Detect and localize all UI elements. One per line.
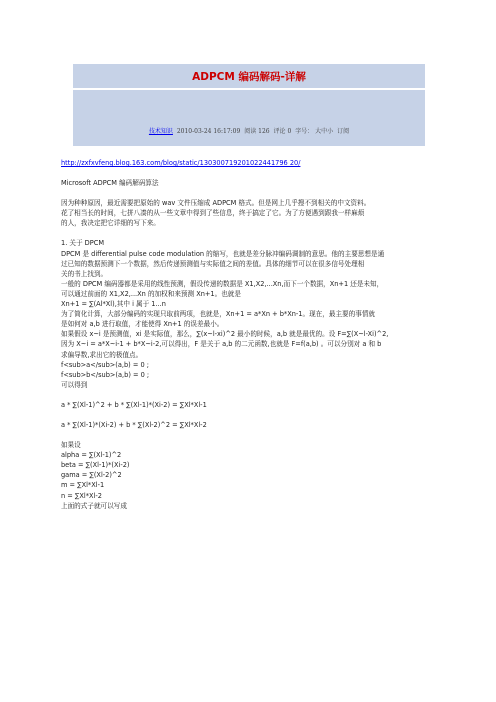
definition-beta: beta = ∑(Xl-1)*(Xi-2) [61, 461, 130, 470]
section-line: 是如何对 a,b 进行取值，才能使得 Xn+1 的误差最小。 [61, 320, 224, 329]
subscribe-link[interactable]: 订阅 [337, 128, 350, 135]
intro-line-3: 的人，我决定把它详细的写下来。 [61, 219, 160, 228]
section-heading: 1. 关于 DPCM [61, 239, 105, 248]
read-count: 阅读 126 [244, 128, 270, 135]
article-title: ADPCM 编码解码-详解 [192, 70, 306, 83]
definition-gama: gama = ∑(Xl-2)^2 [61, 471, 122, 480]
equation-1: a * ∑(Xl-1)^2 + b * ∑(Xl-1)*(Xi-2) = ∑Xl*Xl-1 [61, 400, 207, 409]
equation-2: a * ∑(Xl-1)*(Xi-2) + b * ∑(Xl-2)^2 = ∑Xl*Xl-2 [61, 420, 207, 429]
author-link[interactable]: 技术知识 [148, 128, 173, 135]
section-line: f<sub>b</sub>(a,b) = 0 ; [61, 370, 150, 379]
section-line: 关的书上找到。 [61, 269, 108, 278]
intro-line-2: 花了相当长的时间，七拼八凑的从一些文章中得到了些信息，终于搞定了它。为了方便遇到跟我一样麻烦 [61, 209, 365, 218]
section-line: 一般的 DPCM 编码器都是采用的线性预测，假设传递的数据是 X1,X2,...Xn,而下一个数据，Xn+1 还是未知， [61, 279, 384, 288]
section-line: 为了简化计算，大部分编码的实现只取前两项，也就是，Xn+1 = a*Xn + b*Xn-1。现在，最主要的事情就 [61, 310, 376, 319]
section-line: 求偏导数,求出它的极值点。 [61, 350, 143, 359]
section-line: Xn+1 = ∑(Al*Xl),其中 i 属于 1...n [61, 300, 166, 309]
source-url-link[interactable]: http://zxfxvfeng.blog.163.com/blog/static/130300719201022441796 20/ [61, 159, 301, 167]
intro-line-1: 因为种种原因，最近需要把原始的 wav 文件压缩成 ADPCM 格式。但是网上几乎搜不到相关的中文资料。 [61, 199, 371, 208]
meta-banner [73, 90, 425, 146]
post-datetime: 2010-03-24 16:17:09 [176, 128, 241, 135]
article-subtitle: Microsoft ADPCM 编码解码算法 [61, 179, 159, 188]
section-line: 过已知的数据预测下一个数据，然后传递预测值与实际值之间的差值。具体的细节可以在很多信号处理相 [61, 259, 365, 268]
definitions-intro: 如果设 [61, 441, 81, 450]
article-body [61, 158, 439, 511]
section-line: DPCM 是 differential pulse code modulation 的缩写，也就是差分脉冲编码调制的意思。他的主要思想是通 [61, 249, 385, 258]
definition-m: m = ∑Xl*Xl-1 [61, 481, 105, 490]
section-line: f<sub>a</sub>(a,b) = 0 ; [61, 360, 149, 369]
section-line: 可以得到 [61, 380, 88, 389]
section-line: 因为 X~i = a*X~i-1 + b*X~i-2,可以得出，F 是关于 a,b 的二元函数,也就是 F=f(a,b) 。可以分别对 a 和 b [61, 340, 382, 349]
outro-line: 上面的式子就可以写成 [61, 501, 127, 510]
title-banner [73, 64, 425, 88]
definition-alpha: alpha = ∑(Xl-1)^2 [61, 451, 122, 460]
section-line: 如果假设 x~i 是预测值，xi 是实际值，那么，∑(x~l-xi)^2 最小的时候，a,b 就是最优的。设 F=∑(X~l-Xi)^2, [61, 330, 389, 339]
comment-count: 评论 0 [273, 128, 292, 135]
article-meta [73, 126, 425, 135]
definition-n: n = ∑Xl*Xl-2 [61, 491, 102, 500]
section-line: 可以通过前面的 X1,X2,...Xn 的加权和来预测 Xn+1。也就是 [61, 289, 241, 298]
font-size-label: 字号： [295, 128, 314, 135]
font-size-options[interactable]: 大中小 [315, 128, 334, 135]
